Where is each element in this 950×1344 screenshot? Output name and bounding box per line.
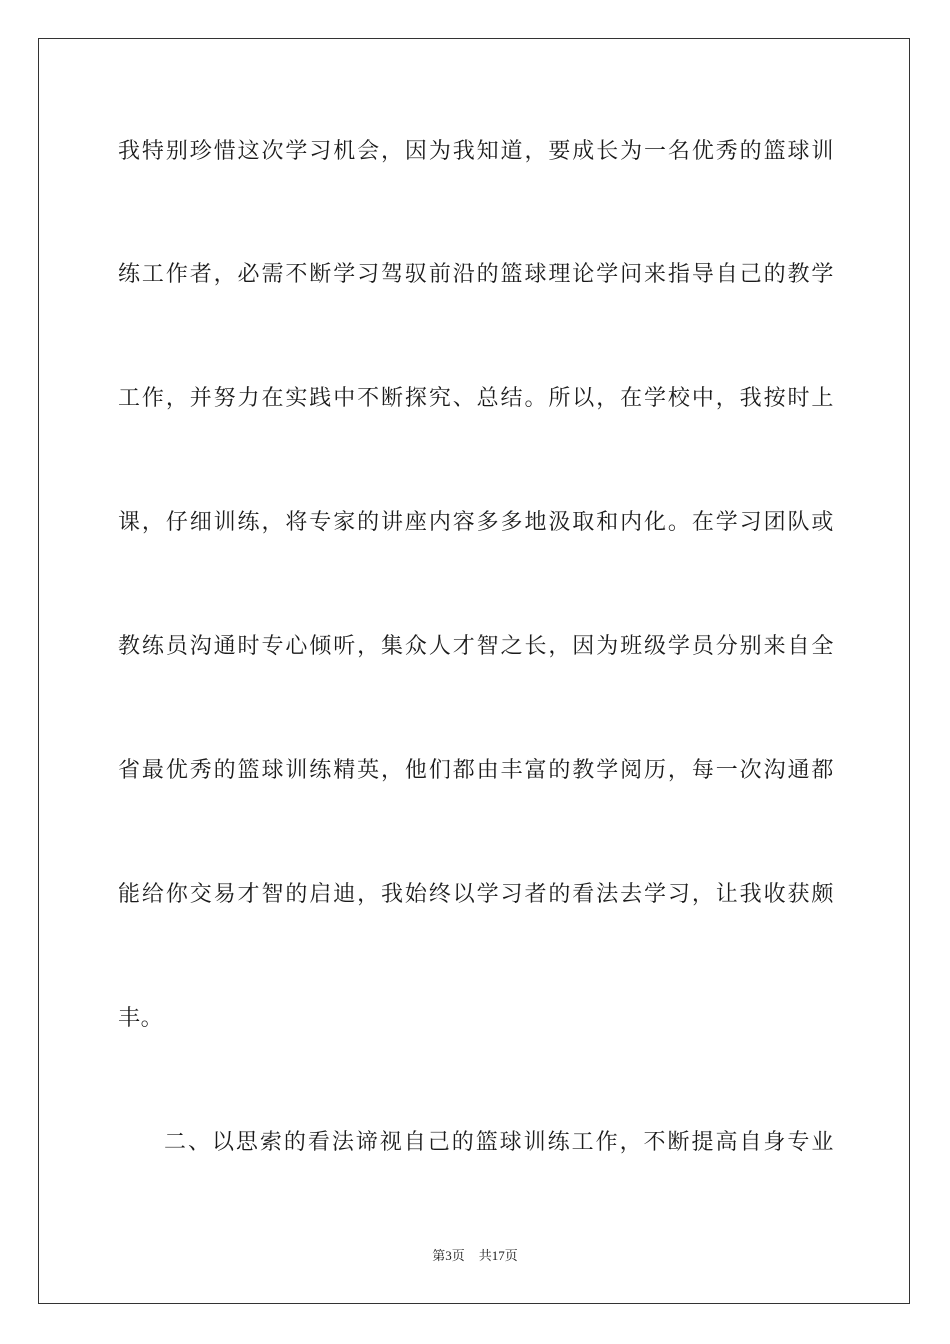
body-line-3: 工作，并努力在实践中不断探究、总结。所以，在学校中，我按时上	[118, 386, 834, 411]
page-number: 第3页	[432, 1248, 465, 1263]
page-footer	[0, 1247, 950, 1265]
body-line-1: 我特别珍惜这次学习机会，因为我知道，要成长为一名优秀的篮球训	[118, 139, 834, 164]
body-line-6: 省最优秀的篮球训练精英，他们都由丰富的教学阅历，每一次沟通都	[118, 758, 834, 783]
page-border	[38, 38, 910, 1304]
body-line-7: 能给你交易才智的启迪，我始终以学习者的看法去学习，让我收获颇	[118, 882, 834, 907]
section-heading-line: 二、以思索的看法谛视自己的篮球训练工作，不断提高自身专业	[164, 1130, 834, 1155]
body-line-4: 课，仔细训练，将专家的讲座内容多多地汲取和内化。在学习团队或	[118, 510, 834, 535]
page-total: 共17页	[478, 1248, 518, 1263]
body-line-2: 练工作者，必需不断学习驾驭前沿的篮球理论学问来指导自己的教学	[118, 262, 834, 287]
body-line-5: 教练员沟通时专心倾听，集众人才智之长，因为班级学员分别来自全	[118, 634, 834, 659]
body-line-8: 丰。	[118, 1006, 164, 1031]
